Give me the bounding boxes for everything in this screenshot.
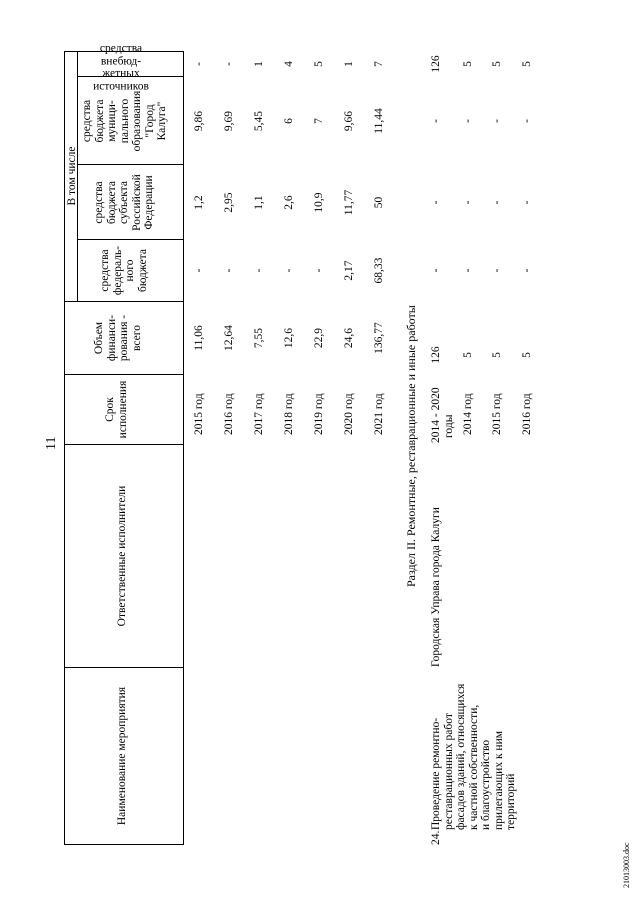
cell-other: 7 xyxy=(373,61,385,67)
cell-other: - xyxy=(223,62,235,66)
cell-total: 5 xyxy=(462,352,474,358)
col-line-3 xyxy=(64,444,184,445)
cell-federal: - xyxy=(253,268,265,273)
header-subject: средства бюджета субъекта Российской Федерации xyxy=(93,174,155,231)
cell-term: 2019 год xyxy=(313,393,325,435)
cell-municipal: 6 xyxy=(283,118,295,124)
cell-municipal: 7 xyxy=(313,118,325,124)
cell-federal: - xyxy=(430,268,442,273)
cell-subject: - xyxy=(430,200,442,205)
cell-term: 2018 год xyxy=(283,393,295,435)
header-federal: средства федераль- ного бюджета xyxy=(99,245,149,296)
cell-municipal: - xyxy=(462,119,474,123)
cell-total: 136,77 xyxy=(373,322,385,354)
cell-federal: - xyxy=(313,268,325,273)
header-including: В том числе xyxy=(66,146,78,206)
cell-federal: 68,33 xyxy=(373,257,385,284)
header-municipal: средства бюджета муници- пального образования "Город Калуга" xyxy=(81,90,168,152)
cell-subject: 11,77 xyxy=(343,189,355,216)
cell-total: 11,06 xyxy=(193,325,205,351)
cell-total: 12,64 xyxy=(223,325,235,351)
cell-other: 5 xyxy=(521,61,533,67)
cell-municipal: 9,66 xyxy=(343,110,355,132)
cell-term: 2021 год xyxy=(373,393,385,435)
item-number: 24. xyxy=(430,830,442,845)
section-title: Раздел II. Ремонтные, реставрационные и иные работы xyxy=(404,305,418,587)
cell-other: 1 xyxy=(253,61,265,67)
cell-municipal: - xyxy=(430,119,442,123)
col-line-6 xyxy=(77,239,184,240)
header-name: Наименование мероприятия xyxy=(116,686,128,826)
cell-subject: 50 xyxy=(373,196,385,209)
cell-term: 2017 год xyxy=(253,393,265,435)
header-bottom-border xyxy=(183,51,184,845)
cell-term: 2014 год xyxy=(462,393,474,435)
cell-federal: - xyxy=(193,268,205,273)
header-executors: Ответственные исполнители xyxy=(116,485,128,627)
col-line-1 xyxy=(64,844,184,845)
header-offbudget: средства внебюд- жетных источников xyxy=(93,42,149,92)
cell-term: 2015 год xyxy=(491,393,503,435)
cell-municipal: 11,44 xyxy=(373,108,385,134)
cell-other: 5 xyxy=(462,61,474,67)
cell-federal: - xyxy=(521,268,533,273)
cell-subject: - xyxy=(521,200,533,205)
doc-id: 21013003.doc xyxy=(622,842,631,888)
cell-subject: 1,2 xyxy=(193,195,205,210)
cell-term: 2016 год xyxy=(521,393,533,435)
cell-other: 126 xyxy=(430,55,442,73)
header-volume: Объем финанси- рования - всего xyxy=(93,314,143,362)
cell-municipal: - xyxy=(491,119,503,123)
cell-federal: - xyxy=(223,268,235,273)
cell-total: 12,6 xyxy=(283,327,295,349)
cell-municipal: 5,45 xyxy=(253,110,265,132)
item-executor: Городская Управа города Калуги xyxy=(430,507,442,667)
col-line-7 xyxy=(77,164,184,165)
cell-federal: 2,17 xyxy=(343,260,355,281)
cell-municipal: 9,86 xyxy=(193,110,205,132)
page-number: 11 xyxy=(44,436,59,450)
cell-federal: - xyxy=(462,268,474,273)
cell-total: 126 xyxy=(430,346,442,364)
cell-total: 7,55 xyxy=(253,327,265,349)
table-top-border xyxy=(64,51,65,845)
cell-subject: 1,1 xyxy=(253,195,265,210)
cell-term: 2015 год xyxy=(193,393,205,435)
cell-federal: - xyxy=(283,268,295,273)
header-term: Срок исполнения xyxy=(104,380,129,439)
cell-subject: 10,9 xyxy=(313,192,325,213)
item-name: Проведение ремонтно- реставрационных работ фасадов зданий, относящихся к частной собственности, и благоустройство прилегающих к ним территорий xyxy=(430,683,517,830)
cell-term: 2014 - 2020 годы xyxy=(430,387,455,443)
cell-other: 5 xyxy=(313,61,325,67)
cell-total: 22,9 xyxy=(313,327,325,349)
col-line-5 xyxy=(64,301,184,302)
cell-subject: - xyxy=(491,200,503,205)
col-line-2 xyxy=(64,667,184,668)
cell-total: 24,6 xyxy=(343,327,355,349)
cell-total: 5 xyxy=(521,352,533,358)
cell-total: 5 xyxy=(491,352,503,358)
col-line-4 xyxy=(64,374,184,375)
cell-federal: - xyxy=(491,268,503,273)
cell-subject: - xyxy=(462,200,474,205)
cell-other: - xyxy=(193,62,205,66)
cell-municipal: - xyxy=(521,119,533,123)
cell-subject: 2,6 xyxy=(283,195,295,210)
cell-term: 2016 год xyxy=(223,393,235,435)
cell-term: 2020 год xyxy=(343,393,355,435)
cell-other: 5 xyxy=(491,61,503,67)
cell-other: 1 xyxy=(343,61,355,67)
cell-municipal: 9,69 xyxy=(223,110,235,132)
cell-other: 4 xyxy=(283,61,295,67)
cell-subject: 2,95 xyxy=(223,192,235,213)
